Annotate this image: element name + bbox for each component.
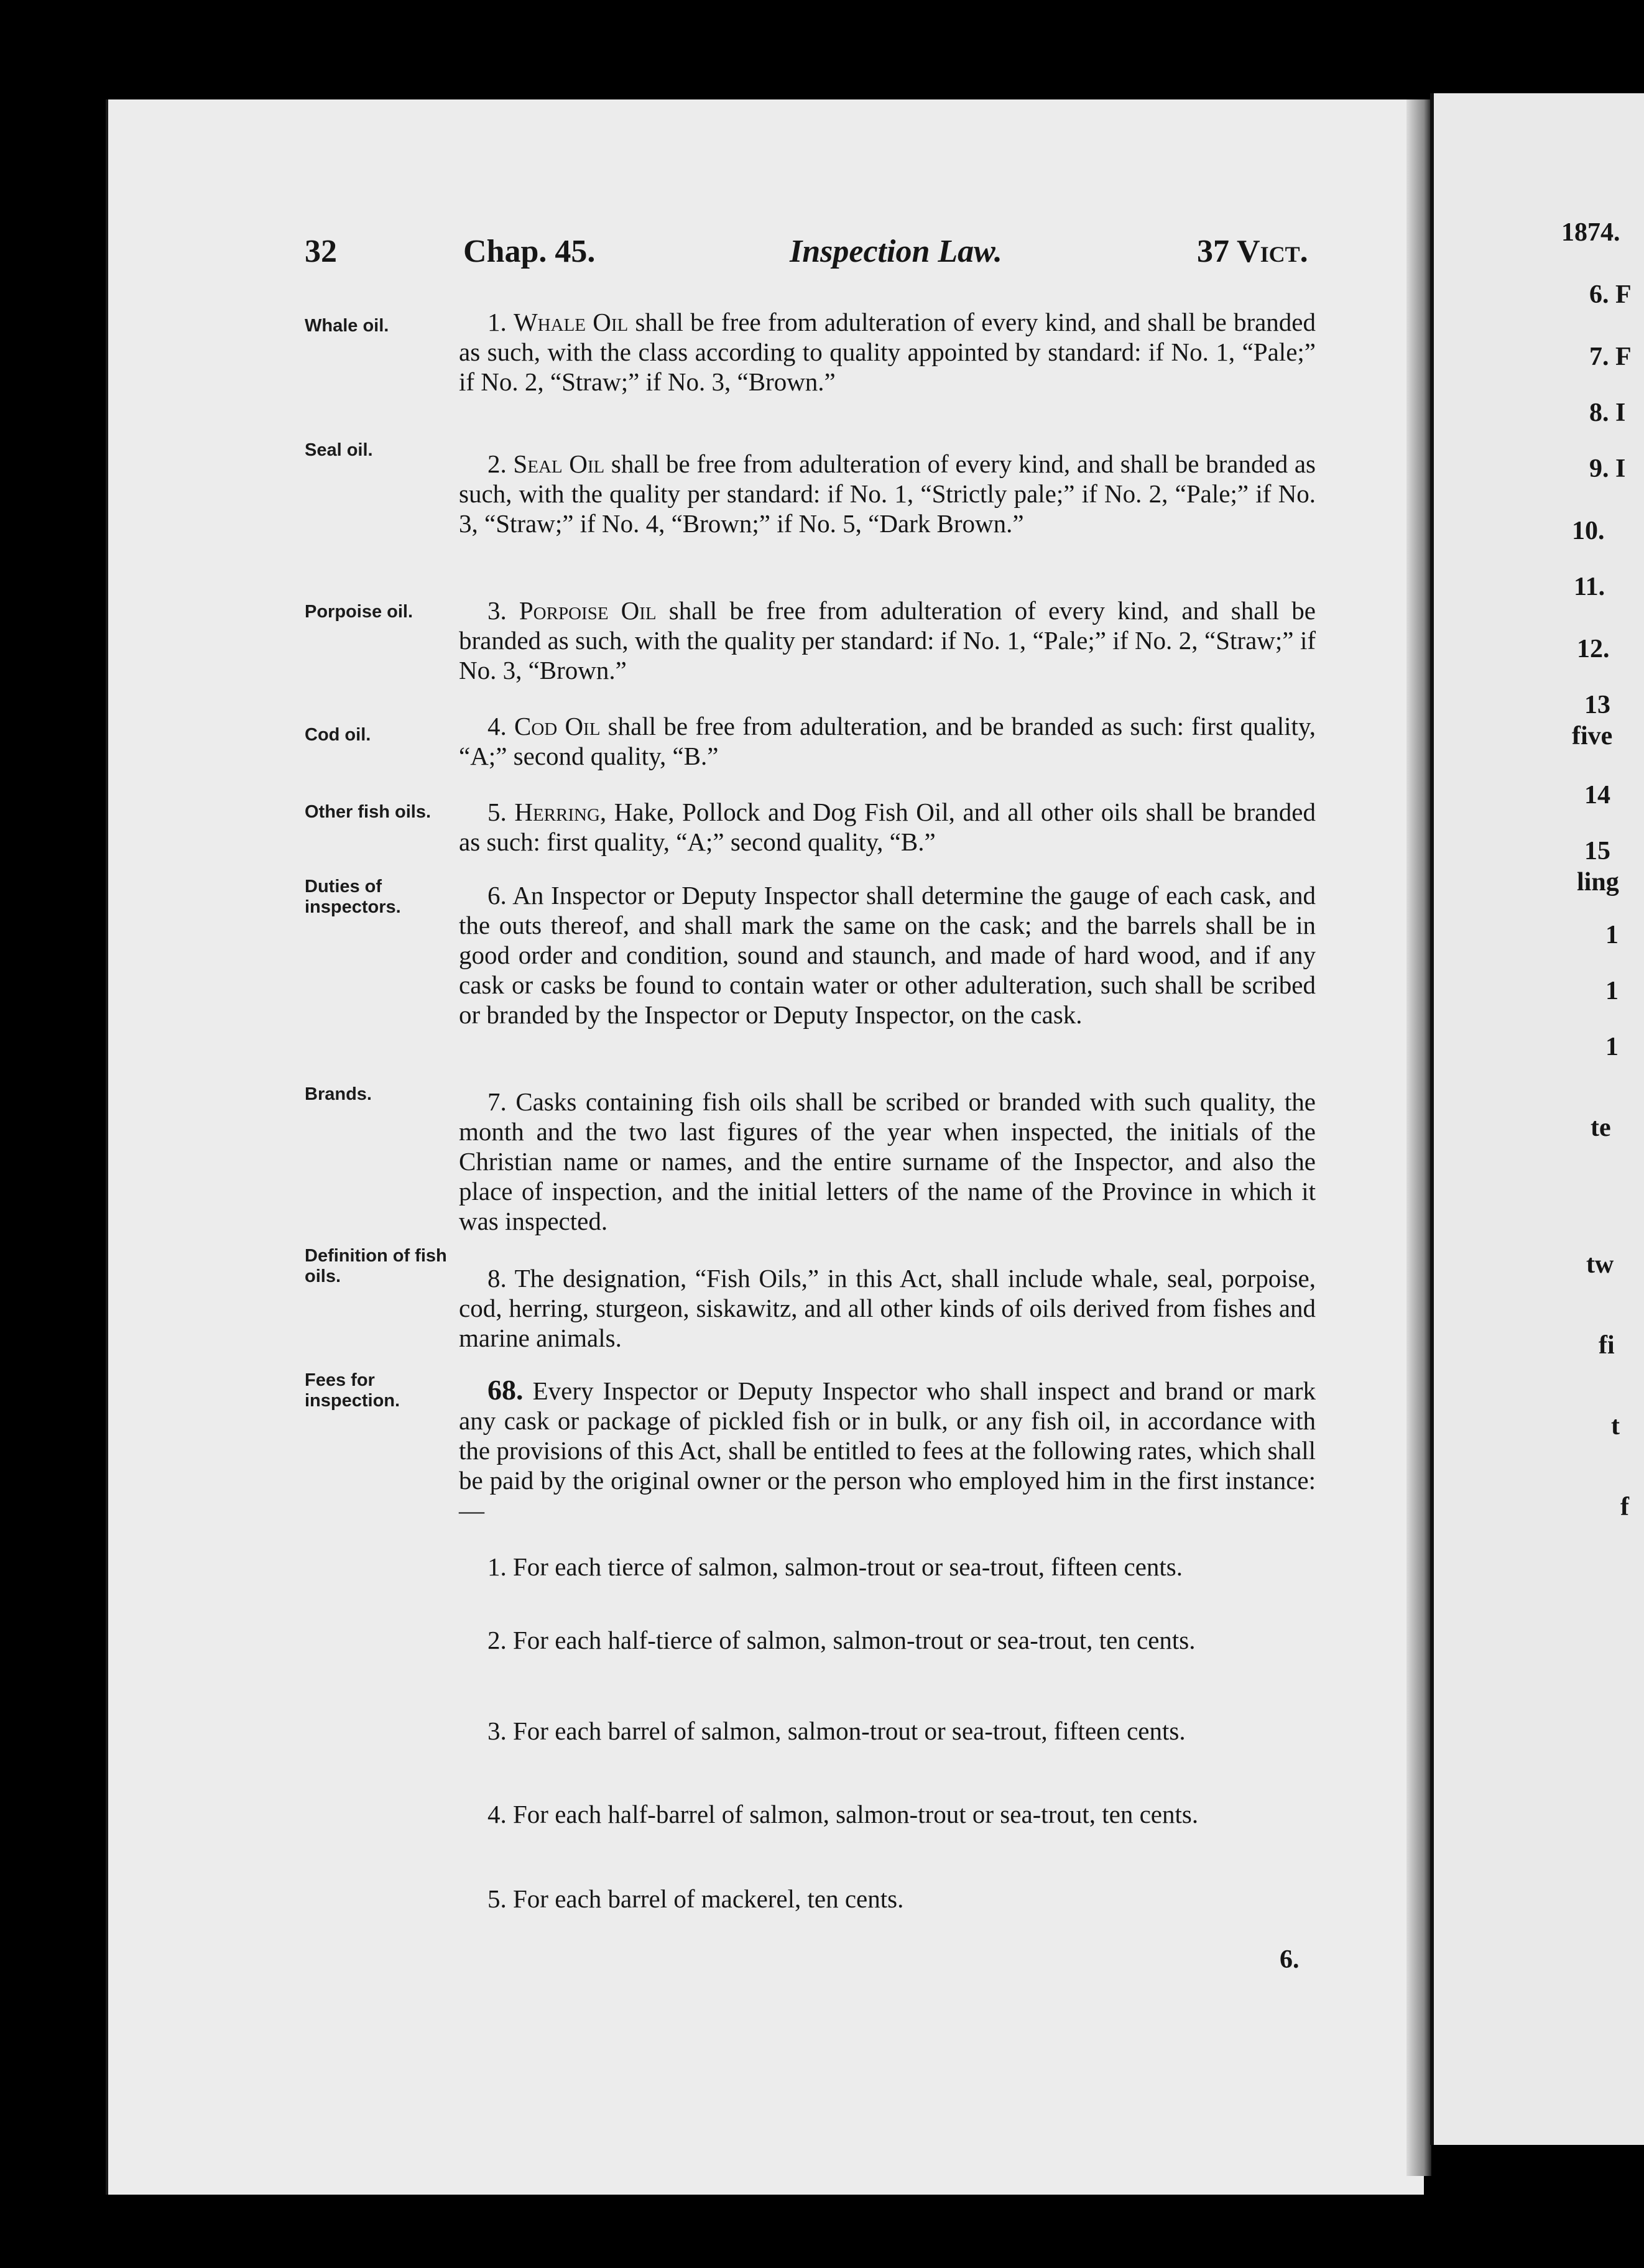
section-other-fish-oils	[459, 797, 1316, 857]
right-page-year: 1874.	[1561, 218, 1620, 247]
fee-item-barrel-mackerel: 5. For each barrel of mackerel, ten cents.	[487, 1884, 904, 1913]
right-page-fragment: f	[1620, 1493, 1629, 1521]
section-text: An Inspector or Deputy Inspector shall determine the gauge of each cask, and the outs thereof, and shall mark the same on the cask; and the barrels shall be in good order and condition, sound and staunch, and made of hard wood, and if any cask or casks be found to contain water or other adulteration, such shall be scribed or branded by the Inspector or Deputy Inspector, on the cask.	[459, 881, 1316, 1029]
right-page-fragment: 1	[1605, 977, 1619, 1005]
margin-note-other-fish-oils: Other fish oils.	[305, 802, 432, 822]
right-page-fragment: fi	[1599, 1331, 1615, 1360]
section-text: , Hake, Pollock and Dog Fish Oil, and all other oils shall be branded as such: first quality, “A;” second quality, “B.”	[459, 798, 1316, 856]
section-text: Every Inspector or Deputy Inspector who shall inspect and brand or mark any cask or package of pickled fish or in bulk, or any fish oil, in accordance with the provisions of this Act, shall be entitled to fees at the following rates, which shall be paid by the original owner or the person who employed him in the first instance:—	[459, 1376, 1316, 1524]
section-lead: Porpoise Oil	[519, 596, 657, 625]
margin-note-brands: Brands.	[305, 1084, 372, 1104]
section-porpoise-oil	[459, 596, 1316, 685]
right-page-fragment: ling	[1577, 868, 1619, 897]
running-title: Inspection Law.	[790, 234, 1002, 269]
right-page-fragment: 14	[1584, 781, 1610, 809]
right-page-fragment: five	[1572, 722, 1613, 750]
right-page-fragment: 1	[1605, 921, 1619, 949]
right-page-fragment: 9. I	[1589, 454, 1626, 483]
section-number: 3.	[487, 596, 507, 625]
right-page-fragment: 12.	[1577, 635, 1610, 663]
right-page-fragment: 15	[1584, 837, 1610, 865]
section-number: 6.	[487, 881, 507, 910]
right-page-fragment: 10.	[1572, 517, 1605, 545]
right-page-fragment: 8. I	[1589, 399, 1626, 427]
right-page-fragment: 6. F	[1589, 280, 1632, 309]
margin-note-fees-for-inspection: Fees for inspection.	[305, 1370, 400, 1411]
margin-note-porpoise-oil: Porpoise oil.	[305, 602, 413, 622]
page-number: 32	[305, 234, 337, 269]
fee-item-barrel-salmon: 3. For each barrel of salmon, salmon-trout or sea-trout, fifteen cents.	[487, 1717, 1186, 1745]
right-page-fragment: t	[1611, 1412, 1620, 1441]
right-page-fragment: te	[1591, 1113, 1611, 1142]
section-brands	[459, 1087, 1316, 1236]
section-text: shall be free from adulteration, and be branded as such: first quality, “A;” second quality, “B.”	[459, 712, 1316, 770]
section-lead: Seal Oil	[513, 449, 605, 478]
section-fees-for-inspection	[459, 1375, 1316, 1525]
section-number: 4.	[487, 712, 507, 740]
section-lead: Whale Oil	[513, 308, 629, 336]
right-page-edge	[1430, 93, 1644, 2145]
section-text: shall be free from adulteration of every kind, and shall be branded as such, with the quality per standard: if No. 1, “Pale;” if No. 2, “Straw;” if No. 3, “Brown.”	[459, 596, 1316, 685]
section-seal-oil	[459, 449, 1316, 538]
section-number: 68.	[487, 1374, 524, 1406]
right-page-fragment: tw	[1586, 1250, 1614, 1279]
section-number: 2.	[487, 449, 507, 478]
section-whale-oil	[459, 307, 1316, 397]
fee-item-half-barrel: 4. For each half-barrel of salmon, salmon-trout or sea-trout, ten cents.	[487, 1800, 1199, 1828]
section-number: 1.	[487, 308, 507, 336]
catchword: 6.	[1280, 1945, 1300, 1974]
fee-item-tierce: 1. For each tierce of salmon, salmon-trout or sea-trout, fifteen cents.	[487, 1552, 1183, 1581]
right-page-fragment: 13	[1584, 691, 1610, 719]
section-text: The designation, “Fish Oils,” in this Act, shall include whale, seal, porpoise, cod, herring, sturgeon, siskawitz, and all other kinds of oils derived from fishes and marine animals.	[459, 1264, 1316, 1352]
chapter-heading: Chap. 45.	[463, 234, 596, 269]
regnal-year: 37 Vict.	[1197, 234, 1308, 269]
margin-note-definition-of-fish-oils: Definition of fish oils.	[305, 1246, 447, 1286]
margin-note-duties-of-inspectors: Duties of inspectors.	[305, 877, 401, 917]
section-text: shall be free from adulteration of every kind, and shall be branded as such, with the class according to quality appointed by standard: if No. 1, “Pale;” if No. 2, “Straw;” if No. 3, “Brown.”	[459, 308, 1316, 396]
section-cod-oil	[459, 711, 1316, 771]
section-duties-of-inspectors	[459, 880, 1316, 1030]
section-lead: Cod Oil	[514, 712, 601, 740]
right-page-fragment: 1	[1605, 1033, 1619, 1061]
section-lead: Herring	[514, 798, 600, 826]
section-text: Casks containing fish oils shall be scribed or branded with such quality, the month and the two last figures of the year when inspected, the initials of the Christian name or names, and the entire surname of the Inspector, and also the place of inspection, and the initial letters of the name of the Province in which it was inspected.	[459, 1087, 1316, 1235]
book-spine	[1406, 99, 1431, 2176]
section-number: 7.	[487, 1087, 507, 1116]
section-text: shall be free from adulteration of every kind, and shall be branded as such, with the quality per standard: if No. 1, “Strictly pale;” if No. 2, “Pale;” if No. 3, “Straw;” if No. 4, “Brown;” if No. 5, “Dark Brown.”	[459, 449, 1316, 538]
right-page-fragment: 7. F	[1589, 343, 1632, 371]
section-definition-of-fish-oils	[459, 1263, 1316, 1353]
section-number: 5.	[487, 798, 507, 826]
margin-note-whale-oil: Whale oil.	[305, 316, 389, 336]
section-number: 8.	[487, 1264, 507, 1293]
margin-note-seal-oil: Seal oil.	[305, 440, 373, 460]
fee-item-half-tierce: 2. For each half-tierce of salmon, salmon-trout or sea-trout, ten cents.	[487, 1626, 1196, 1654]
margin-note-cod-oil: Cod oil.	[305, 725, 371, 745]
right-page-fragment: 11.	[1574, 573, 1605, 601]
